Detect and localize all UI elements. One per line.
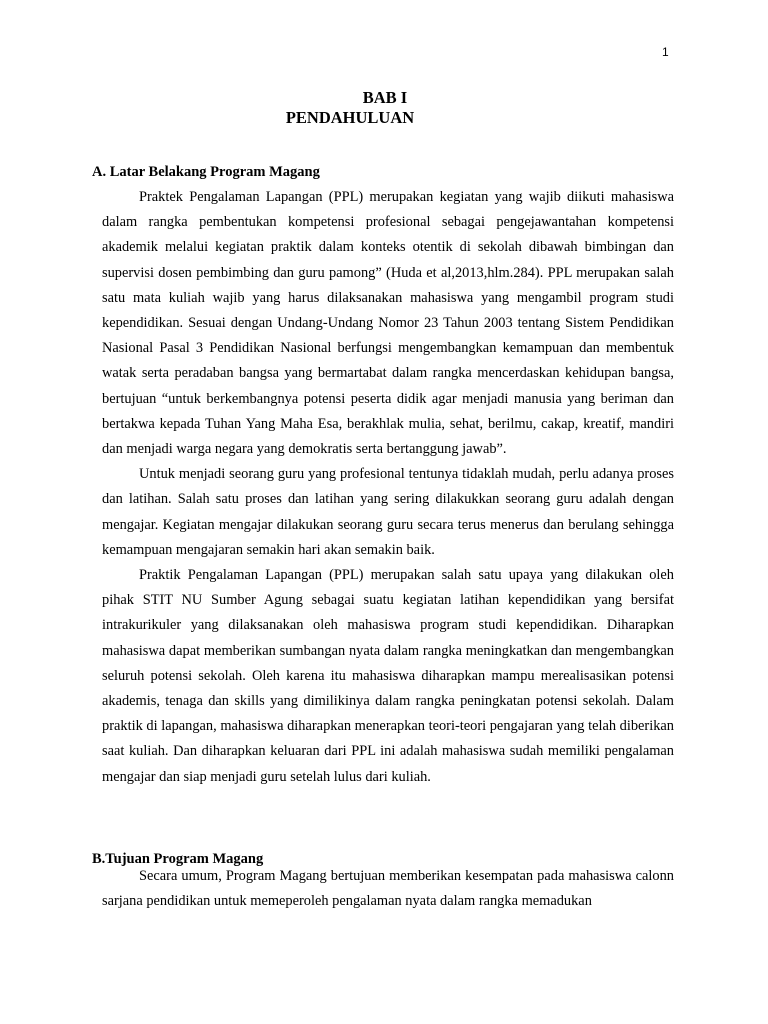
chapter-label: BAB I (362, 88, 408, 107)
section-body-tujuan (102, 864, 674, 914)
page-number: 1 (662, 45, 669, 59)
section-heading-tujuan: B.Tujuan Program Magang (92, 851, 264, 867)
paragraph: Praktek Pengalaman Lapangan (PPL) merupakan kegiatan yang wajib diikuti mahasiswa dalam rangka pembentukan kompetensi profesional sebagai pengejawantahan kompetensi akademik melalui kegiatan praktik dalam konteks otentik di sekolah dibawah bimbingan dan supervisi dosen pembimbing dan guru pamong” (Huda et al,2013,hlm.284). PPL merupakan salah satu mata kuliah wajib yang harus dilaksanakan mahasiswa yang mengambil program studi kependidikan. Sesuai dengan Undang-Undang Nomor 23 Tahun 2003 tentang Sistem Pendidikan Nasional Pasal 3 Pendidikan Nasional berfungsi mengembangkan kemampuan dan membentuk watak serta peradaban bangsa yang bermartabat dalam rangka mencerdaskan kehidupan bangsa, bertujuan “untuk berkembangnya potensi peserta didik agar menjadi manusia yang beriman dan bertakwa kepada Tuhan Yang Maha Esa, berakhlak mulia, sehat, berilmu, cakap, kreatif, mandiri dan menjadi warga negara yang demokratis serta bertanggung jawab”. (102, 189, 674, 458)
paragraph: Secara umum, Program Magang bertujuan memberikan kesempatan pada mahasiswa calonn sarjana pendidikan untuk memeperoleh pengalaman nyata dalam rangka memadukan (102, 868, 674, 910)
paragraph: Praktik Pengalaman Lapangan (PPL) merupakan salah satu upaya yang dilakukan oleh pihak STIT NU Sumber Agung sebagai suatu kegiatan latihan kependidikan yang bersifat intrakurikuler yang dilaksanakan oleh mahasiswa program studi kependidikan. Diharapkan mahasiswa dapat memberikan sumbangan nyata dalam rangka meningkatkan dan mengembangkan seluruh potensi sekolah. Oleh karena itu mahasiswa diharapkan mampu merealisasikan potensi akademis, tenaga dan skills yang dimilikinya dalam rangka peningkatan potensi sekolah. Dalam praktik di lapangan, mahasiswa diharapkan menerapkan teori-teori pengajaran yang telah diberikan saat kuliah. Dan diharapkan keluaran dari PPL ini adalah mahasiswa sudah memiliki pengalaman mengajar dan siap menjadi guru setelah lulus dari kuliah. (102, 567, 674, 785)
section-body-latar-belakang (102, 185, 674, 790)
chapter-heading (150, 88, 550, 128)
section-heading-latar-belakang: A. Latar Belakang Program Magang (92, 164, 320, 180)
paragraph: Untuk menjadi seorang guru yang profesional tentunya tidaklah mudah, perlu adanya proses dan latihan. Salah satu proses dan latihan yang sering dilakukkan seorang guru adalah dengan mengajar. Kegiatan mengajar dilakukan seorang guru secara terus menerus dan berulang sehingga kemampuan mengajaran semakin hari akan semakin baik. (102, 466, 674, 558)
chapter-title: PENDAHULUAN (285, 108, 415, 127)
